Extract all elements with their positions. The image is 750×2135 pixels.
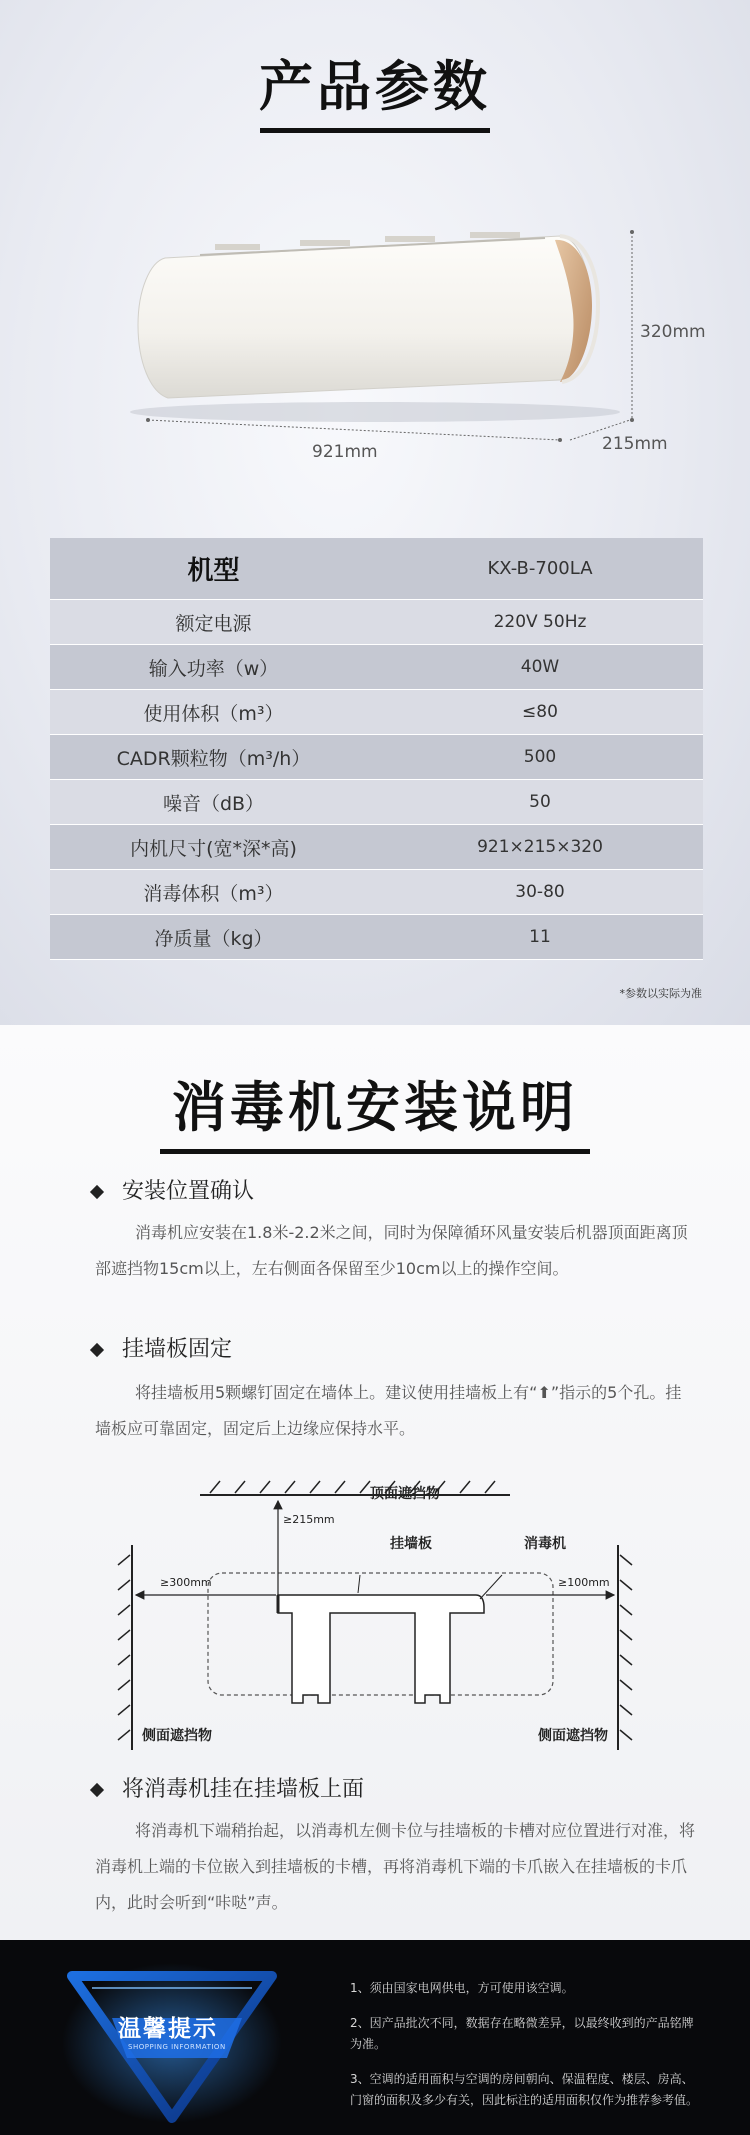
width-dimension: 921mm xyxy=(312,442,378,462)
diamond-bullet-icon xyxy=(90,1185,104,1199)
top-obstacle-label: 顶面遮挡物 xyxy=(370,1486,440,1502)
step2-text: 将挂墙板用5颗螺钉固定在墙体上。建议使用挂墙板上有“⬆”指示的5个孔。挂墙板应可靠固定，固定后上边缘应保持水平。 xyxy=(95,1383,682,1438)
tips-list xyxy=(350,1978,700,2125)
left-obstacle-label: 侧面遮挡物 xyxy=(142,1728,212,1744)
spec-row xyxy=(50,600,703,645)
step1-text: 消毒机应安装在1.8米-2.2米之间，同时为保障循环风量安装后机器顶面距离顶部遮挡物15cm以上，左右侧面各保留至少10cm以上的操作空间。 xyxy=(95,1223,688,1278)
product-params-section xyxy=(0,0,750,1025)
spec-label: CADR颗粒物（m³/h） xyxy=(116,747,311,770)
diamond-bullet-icon xyxy=(90,1343,104,1357)
depth-dimension: 215mm xyxy=(602,434,668,454)
spec-value: 40W xyxy=(520,657,560,677)
model-label: 机型 xyxy=(187,556,240,586)
spec-label: 内机尺寸(宽*深*高) xyxy=(130,837,297,860)
right-gap-label: ≥100mm xyxy=(558,1576,610,1589)
step3-heading xyxy=(92,1775,364,1805)
step2-paragraph xyxy=(95,1375,695,1447)
spec-table xyxy=(50,538,703,960)
spec-value: 30-80 xyxy=(515,882,565,902)
step1-heading-text: 安装位置确认 xyxy=(122,1179,255,1204)
spec-value: 50 xyxy=(529,792,551,812)
left-gap-label: ≥300mm xyxy=(160,1576,212,1589)
title-underline xyxy=(160,1149,590,1154)
tip-item: 3、空调的适用面积与空调的房间朝向、保温程度、楼层、房高、门窗的面积及多少有关，因此标注的适用面积仅作为推荐参考值。 xyxy=(350,2072,699,2107)
step3-text: 将消毒机下端稍抬起，以消毒机左侧卡位与挂墙板的卡槽对应位置进行对准，将消毒机上端的卡位嵌入到挂墙板的卡槽，再将消毒机下端的卡爪嵌入在挂墙板的卡爪内，此时会听到“咔哒”声。 xyxy=(95,1821,696,1912)
step3-heading-text: 将消毒机挂在挂墙板上面 xyxy=(122,1777,365,1802)
tip-item: 2、因产品批次不同，数据存在略微差异，以最终收到的产品铭牌为准。 xyxy=(350,2016,694,2051)
model-value: KX-B-700LA xyxy=(487,558,593,579)
spec-label: 额定电源 xyxy=(175,612,252,635)
wall-plate-label: 挂墙板 xyxy=(390,1536,432,1552)
height-dimension: 320mm xyxy=(640,322,706,342)
step1-heading xyxy=(92,1177,254,1207)
installation-diagram xyxy=(110,1465,640,1755)
spec-header-row xyxy=(50,538,703,600)
spec-row xyxy=(50,690,703,735)
step1-paragraph xyxy=(95,1215,695,1287)
step3-paragraph xyxy=(95,1813,695,1921)
spec-row xyxy=(50,870,703,915)
tips-badge-subtitle: SHOPPING INFORMATION xyxy=(128,2043,226,2051)
params-note: *参数以实际为准 xyxy=(619,987,702,1000)
tip-item: 1、须由国家电网供电，方可使用该空调。 xyxy=(350,1981,574,1995)
top-gap-label: ≥215mm xyxy=(283,1513,335,1526)
spec-row xyxy=(50,780,703,825)
tips-badge-title: 温馨提示 xyxy=(118,2016,218,2042)
install-title: 消毒机安装说明 xyxy=(172,1076,578,1139)
step2-heading-text: 挂墙板固定 xyxy=(122,1337,233,1362)
spec-row xyxy=(50,825,703,870)
spec-row xyxy=(50,735,703,780)
spec-label: 使用体积（m³） xyxy=(143,702,284,725)
installation-section xyxy=(0,1025,750,1940)
spec-label: 消毒体积（m³） xyxy=(143,882,284,905)
spec-row xyxy=(50,645,703,690)
right-obstacle-label: 侧面遮挡物 xyxy=(538,1728,608,1744)
tips-section xyxy=(0,1940,750,2135)
params-title: 产品参数 xyxy=(259,55,491,118)
step2-heading xyxy=(92,1335,232,1365)
spec-value: ≤80 xyxy=(522,702,558,722)
spec-label: 噪音（dB） xyxy=(162,792,265,815)
spec-value: 11 xyxy=(529,927,551,947)
spec-row xyxy=(50,915,703,960)
spec-label: 输入功率（w） xyxy=(148,657,279,680)
spec-value: 500 xyxy=(523,747,557,767)
air-purifier-illustration xyxy=(0,0,750,470)
diamond-bullet-icon xyxy=(90,1783,104,1797)
spec-value: 220V 50Hz xyxy=(493,612,587,632)
machine-label: 消毒机 xyxy=(524,1536,566,1552)
spec-label: 净质量（kg） xyxy=(154,927,273,950)
spec-value: 921×215×320 xyxy=(477,837,603,857)
